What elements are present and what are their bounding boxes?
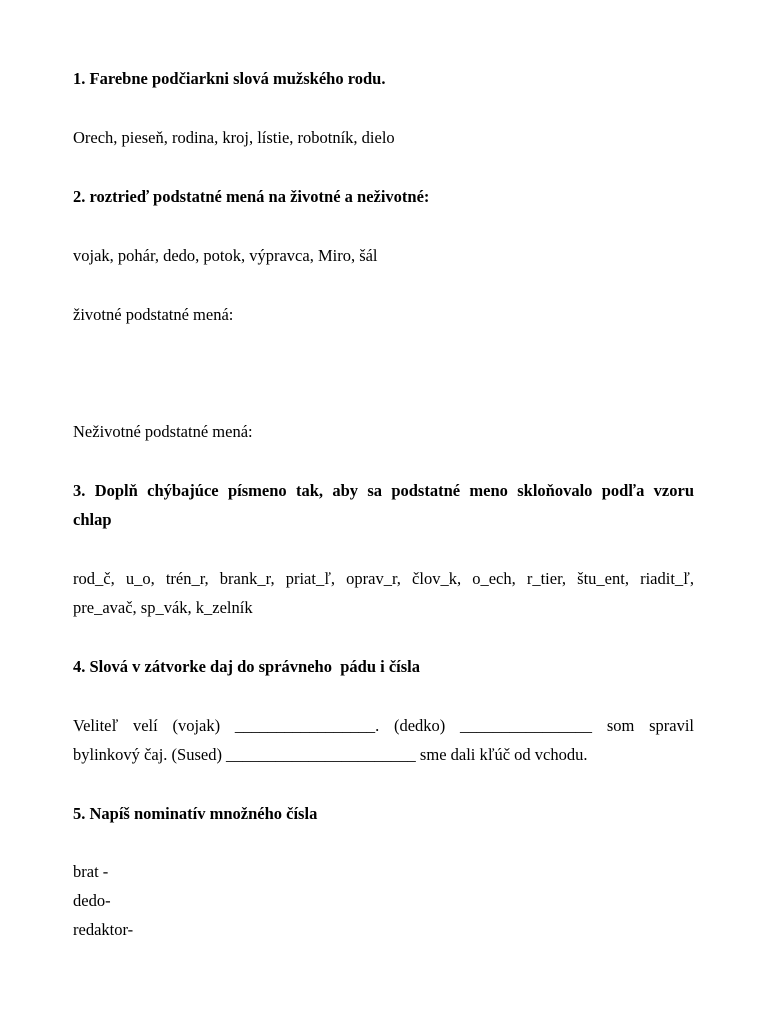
task4-heading: 4. Slová v zátvorke daj do správneho pádu i čísla (73, 657, 420, 676)
task5-item: brat - (73, 862, 109, 881)
task5-item: redaktor- (73, 920, 134, 939)
task5-item: dedo- (73, 891, 111, 910)
task3-words-line2: pre_avač, sp_vák, k_zelník (73, 598, 253, 617)
task3-words-line1: rod_č, u_o, trén_r, brank_r, priat_ľ, oprav_r, člov_k, o_ech, r_tier, štu_ent, riadit_ľ, (73, 569, 694, 588)
task4-sentence-line1: Veliteľ velí (vojak) _________________. (dedko) ________________ som spravil (73, 716, 694, 735)
task2-living-label: životné podstatné mená: (73, 305, 234, 324)
task2-nonliving-label: Neživotné podstatné mená: (73, 422, 253, 441)
task1-heading: 1. Farebne podčiarkni slová mužského rodu. (73, 69, 386, 88)
task4-sentence-line2: bylinkový čaj. (Sused) _______________________ sme dali kľúč od vchodu. (73, 745, 588, 764)
task1-words: Orech, pieseň, rodina, kroj, lístie, robotník, dielo (73, 128, 395, 147)
task3-heading-line1: 3. Doplň chýbajúce písmeno tak, aby sa podstatné meno skloňovalo podľa vzoru (73, 481, 694, 500)
task2-heading: 2. roztrieď podstatné mená na životné a neživotné: (73, 187, 430, 206)
task3-heading-line2: chlap (73, 510, 112, 529)
task5-heading: 5. Napíš nominatív množného čísla (73, 804, 318, 823)
task2-words: vojak, pohár, dedo, potok, výpravca, Miro, šál (73, 246, 378, 265)
